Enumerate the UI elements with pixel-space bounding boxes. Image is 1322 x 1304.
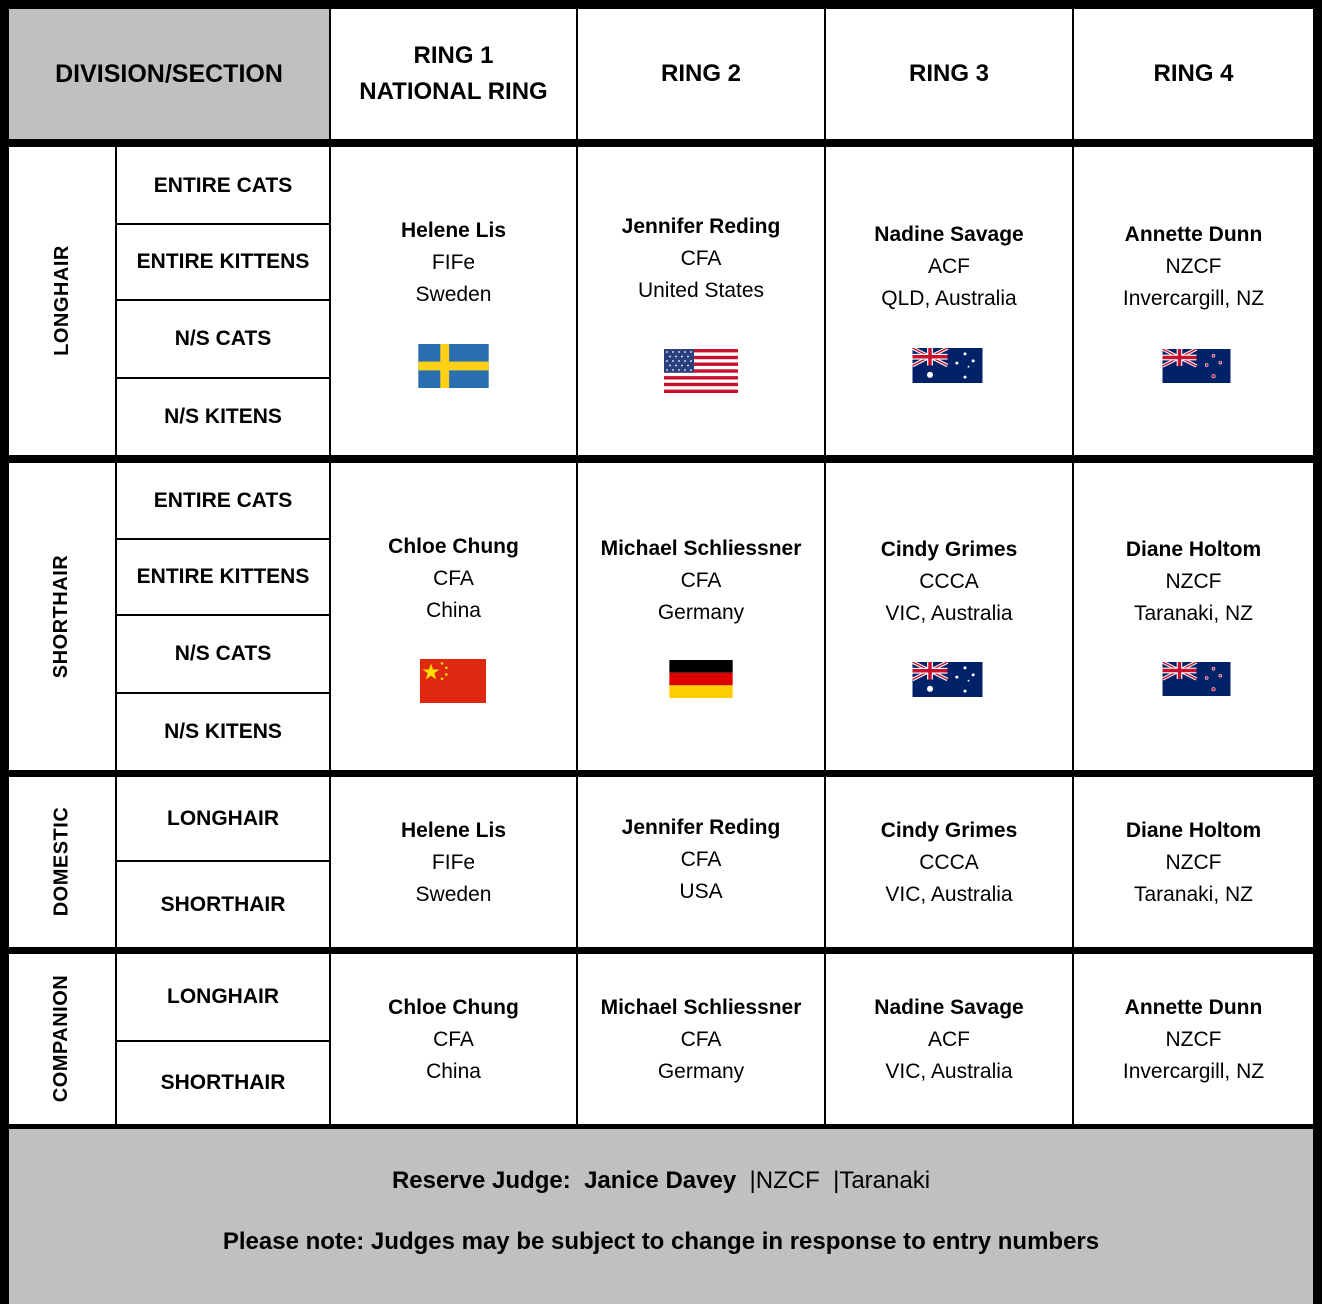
judge-entry: [825, 219, 1073, 315]
judge-name: Annette Dunn: [1124, 996, 1263, 1019]
division-domestic-label: DOMESTIC: [50, 806, 73, 917]
division-companion-label: COMPANION: [50, 974, 73, 1103]
judge-name: Cindy Grimes: [880, 819, 1018, 842]
division-shorthair-label: SHORTHAIR: [50, 554, 73, 678]
judge-entry: [1073, 992, 1314, 1088]
row-divider: [115, 377, 331, 379]
judge-location: USA: [679, 880, 723, 903]
judge-entry: [825, 992, 1073, 1088]
germany-flag: [668, 660, 734, 698]
judge-location: Sweden: [415, 283, 492, 306]
section-label: ENTIRE CATS: [153, 173, 293, 197]
judge-entry: [1073, 534, 1314, 630]
australia-flag: [912, 348, 983, 383]
section-label: ENTIRE CATS: [153, 488, 293, 512]
border-right: [1313, 0, 1322, 1304]
judge-entry: [577, 992, 825, 1088]
ring-1-subtitle: NATIONAL RING: [359, 78, 548, 105]
new-zealand-flag: [1162, 662, 1231, 696]
judge-location: Invercargill, NZ: [1122, 287, 1265, 310]
row-divider: [115, 538, 331, 540]
section-label: N/S KITENS: [164, 405, 282, 428]
ring-1-title: RING 1: [413, 42, 494, 69]
judge-org: FIFe: [431, 851, 476, 874]
reserve-judge-label: Reserve Judge:: [391, 1167, 571, 1194]
section-label: N/S CATS: [174, 327, 272, 350]
division-divider: [8, 770, 1314, 777]
judge-name: Jennifer Reding: [621, 816, 781, 839]
border-left: [0, 0, 9, 1304]
section-label: ENTIRE KITTENS: [136, 565, 310, 588]
section-label: N/S KITENS: [164, 720, 282, 743]
judge-location: United States: [637, 279, 765, 302]
division-divider: [8, 947, 1314, 954]
judge-name: Chloe Chung: [388, 996, 519, 1019]
column-divider: [1072, 8, 1074, 1124]
judge-name: Diane Holtom: [1125, 819, 1262, 842]
ring-2-header: [577, 8, 825, 140]
judge-name: Nadine Savage: [874, 223, 1024, 246]
usa-flag: [664, 349, 738, 393]
judge-entry: [1073, 815, 1314, 911]
judge-location: China: [426, 1060, 481, 1083]
judge-org: CFA: [680, 848, 722, 871]
judge-entry: [330, 992, 577, 1088]
judge-entry: [330, 815, 577, 911]
judge-org: CFA: [680, 247, 722, 270]
judge-entry: [1073, 219, 1314, 315]
division-longhair-label: LONGHAIR: [50, 245, 73, 356]
judges-change-note: Please note: Judges may be subject to change in response to entry numbers: [222, 1228, 1100, 1255]
reserve-judge-location: |Taranaki: [833, 1167, 931, 1194]
column-divider: [576, 8, 578, 1124]
ring-4-title: RING 4: [1153, 60, 1234, 87]
judge-location: VIC, Australia: [885, 602, 1013, 625]
judge-org: CFA: [680, 1028, 722, 1051]
header-divider: [8, 139, 1314, 147]
section-label: LONGHAIR: [167, 806, 279, 830]
border-top: [0, 0, 1322, 9]
judge-location: Invercargill, NZ: [1122, 1060, 1265, 1083]
division-divider: [8, 455, 1314, 463]
judge-name: Helene Lis: [400, 819, 507, 842]
judge-org: CFA: [433, 1028, 474, 1051]
judge-entry: [577, 533, 825, 629]
row-divider: [115, 299, 331, 301]
ring-2-title: RING 2: [660, 60, 741, 87]
column-divider: [824, 8, 826, 1124]
judge-name: Nadine Savage: [874, 996, 1024, 1019]
column-divider: [115, 146, 117, 1124]
section-label: N/S CATS: [174, 642, 272, 665]
judge-org: NZCF: [1165, 570, 1222, 593]
judge-location: QLD, Australia: [881, 287, 1017, 310]
judge-location: VIC, Australia: [885, 1060, 1013, 1083]
judge-org: ACF: [928, 255, 970, 278]
division-section-label: DIVISION/SECTION: [55, 59, 283, 88]
reserve-judge-name: Janice Davey: [584, 1167, 737, 1194]
judge-name: Helene Lis: [400, 219, 507, 242]
judge-org: CFA: [680, 569, 722, 592]
ring-3-header: [825, 8, 1073, 140]
judge-name: Cindy Grimes: [880, 538, 1018, 561]
ring-3-title: RING 3: [908, 60, 989, 87]
judge-name: Michael Schliessner: [600, 537, 802, 560]
reserve-judge-org: |NZCF: [749, 1167, 820, 1194]
judge-org: NZCF: [1165, 1028, 1222, 1051]
judge-location: Taranaki, NZ: [1133, 883, 1254, 906]
section-label: SHORTHAIR: [160, 1071, 286, 1094]
judge-entry: [577, 812, 825, 908]
section-label: SHORTHAIR: [160, 893, 286, 916]
judge-location: Taranaki, NZ: [1133, 602, 1254, 625]
judge-entry: [330, 531, 577, 627]
judge-org: ACF: [928, 1028, 970, 1051]
australia-flag: [912, 662, 983, 697]
row-divider: [115, 1040, 331, 1042]
row-divider: [115, 223, 331, 225]
footer-panel: [8, 1128, 1314, 1304]
judge-location: Germany: [657, 1060, 745, 1083]
judge-org: CCCA: [919, 851, 979, 874]
judge-name: Diane Holtom: [1125, 538, 1262, 561]
row-divider: [115, 692, 331, 694]
judge-entry: [577, 211, 825, 307]
judge-name: Michael Schliessner: [600, 996, 802, 1019]
judge-name: Jennifer Reding: [621, 215, 781, 238]
judge-org: NZCF: [1165, 255, 1222, 278]
ring-4-header: [1073, 8, 1314, 140]
judge-org: CCCA: [919, 570, 979, 593]
row-divider: [115, 860, 331, 862]
section-label: LONGHAIR: [167, 985, 279, 1008]
judge-org: FIFe: [431, 251, 476, 274]
new-zealand-flag: [1162, 349, 1231, 383]
section-label: ENTIRE KITTENS: [136, 250, 310, 273]
reserve-judge-line: [8, 1167, 1314, 1195]
judge-location: VIC, Australia: [885, 883, 1013, 906]
judge-entry: [330, 215, 577, 311]
judge-org: CFA: [433, 567, 474, 590]
ring-1-header: [330, 8, 577, 140]
judge-name: Chloe Chung: [388, 535, 519, 558]
judge-entry: [825, 815, 1073, 911]
row-divider: [115, 614, 331, 616]
judge-location: China: [426, 599, 481, 622]
column-divider: [329, 8, 331, 1124]
division-divider: [8, 1124, 1314, 1129]
judge-org: NZCF: [1165, 851, 1222, 874]
sweden-flag: [418, 344, 489, 388]
judge-name: Annette Dunn: [1124, 223, 1263, 246]
judge-location: Sweden: [415, 883, 492, 906]
judge-entry: [825, 534, 1073, 630]
judge-location: Germany: [657, 601, 745, 624]
china-flag: [420, 659, 486, 703]
